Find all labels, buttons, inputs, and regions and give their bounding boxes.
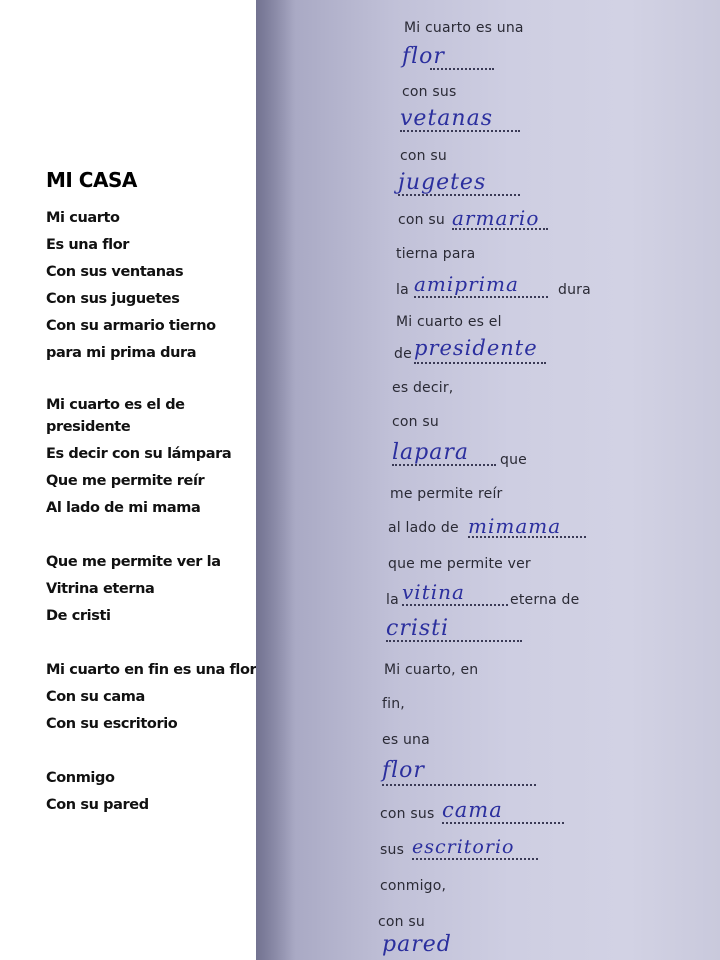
worksheet-printed-line: la xyxy=(386,592,399,608)
poem-stanza-2 xyxy=(46,394,256,522)
poem-line: Con sus juguetes xyxy=(46,291,180,307)
poem-line: Es una flor xyxy=(46,237,130,253)
worksheet-printed-line: Mi cuarto es una xyxy=(404,20,524,36)
poem-line: para mi prima dura xyxy=(46,345,197,361)
worksheet-printed-line: de xyxy=(394,346,412,362)
worksheet-printed-line: es decir, xyxy=(392,380,454,396)
worksheet-printed-line: con su xyxy=(392,414,439,430)
worksheet-printed-line: al lado de xyxy=(388,520,459,536)
handwritten-answer: lapara xyxy=(392,440,469,465)
poem-line: Mi cuarto en fin es una flor xyxy=(46,662,257,678)
poem-stanza-1 xyxy=(46,205,256,367)
poem-stanza-3 xyxy=(46,549,256,630)
worksheet-printed-line: Mi cuarto, en xyxy=(384,662,479,678)
poem-line: Con su armario tierno xyxy=(46,318,216,334)
worksheet-printed-line: con su xyxy=(400,148,447,164)
worksheet-photo xyxy=(256,0,720,960)
answer-blank xyxy=(392,464,496,466)
worksheet-printed-line: que xyxy=(500,452,527,468)
handwritten-answer: escritorio xyxy=(412,836,515,858)
poem-line: Mi cuarto es el de presidente xyxy=(46,397,185,435)
handwritten-answer: cama xyxy=(442,798,503,822)
answer-blank xyxy=(386,640,522,642)
answer-blank xyxy=(382,784,536,786)
answer-blank xyxy=(400,130,520,132)
poem-line: Con su cama xyxy=(46,689,145,705)
answer-blank xyxy=(430,68,494,70)
answer-blank xyxy=(452,228,548,230)
worksheet-printed-line: Mi cuarto es el xyxy=(396,314,502,330)
handwritten-answer: flor xyxy=(382,758,425,783)
worksheet-printed-line: sus xyxy=(380,842,405,858)
poem-line: Conmigo xyxy=(46,770,115,786)
worksheet-printed-line: eterna de xyxy=(510,592,580,608)
worksheet-printed-line: dura xyxy=(558,282,591,298)
worksheet-printed-line: que me permite ver xyxy=(388,556,531,572)
worksheet-printed-line: con su xyxy=(378,914,425,930)
worksheet-printed-line: me permite reír xyxy=(390,486,503,502)
answer-blank xyxy=(398,194,520,196)
handwritten-answer: amiprima xyxy=(414,272,519,296)
poem-line: Que me permite reír xyxy=(46,473,205,489)
answer-blank xyxy=(402,604,508,606)
poem-body xyxy=(46,205,256,846)
handwritten-answer: vetanas xyxy=(400,106,493,131)
poem-title: MI CASA xyxy=(46,168,137,192)
worksheet-printed-line: con su xyxy=(398,212,445,228)
poem-line: Mi cuarto xyxy=(46,210,120,226)
poem-line: Es decir con su lámpara xyxy=(46,446,232,462)
worksheet-printed-line: conmigo, xyxy=(380,878,447,894)
worksheet-printed-line: con sus xyxy=(402,84,457,100)
poem-line: Vitrina eterna xyxy=(46,581,155,597)
poem-line: Con su escritorio xyxy=(46,716,178,732)
answer-blank xyxy=(442,822,564,824)
worksheet-printed-line: la xyxy=(396,282,409,298)
poem-line: De cristi xyxy=(46,608,111,624)
handwritten-answer: armario xyxy=(452,206,540,230)
worksheet-printed-line: con sus xyxy=(380,806,435,822)
poem-line: Con sus ventanas xyxy=(46,264,184,280)
poem-stanza-4 xyxy=(46,657,256,738)
handwritten-answer: flor xyxy=(402,44,445,69)
handwritten-answer: pared xyxy=(382,932,452,957)
poem-line: Con su pared xyxy=(46,797,149,813)
answer-blank xyxy=(414,296,548,298)
left-panel xyxy=(0,0,256,960)
handwritten-answer: vitina xyxy=(402,580,465,604)
worksheet-printed-line: tierna para xyxy=(396,246,476,262)
poem-line: Al lado de mi mama xyxy=(46,500,201,516)
handwritten-answer: jugetes xyxy=(398,170,487,195)
answer-blank xyxy=(412,858,538,860)
handwritten-answer: mimama xyxy=(468,514,562,538)
worksheet-printed-line: fin, xyxy=(382,696,405,712)
poem-stanza-5 xyxy=(46,765,256,819)
answer-blank xyxy=(468,536,586,538)
poem-line: Que me permite ver la xyxy=(46,554,221,570)
worksheet-printed-line: es una xyxy=(382,732,430,748)
answer-blank xyxy=(414,362,546,364)
handwritten-answer: presidente xyxy=(414,336,538,360)
handwritten-answer: cristi xyxy=(386,616,450,641)
